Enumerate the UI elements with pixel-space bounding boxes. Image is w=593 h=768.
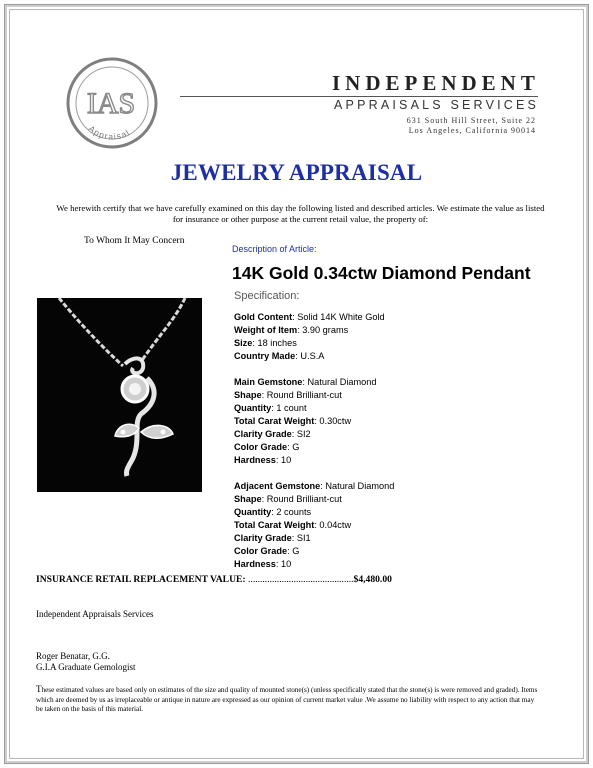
- spec-row: Shape: Round Brilliant-cut: [234, 390, 342, 400]
- specification-label: Specification:: [234, 290, 300, 302]
- spec-row: Total Carat Weight: 0.30ctw: [234, 416, 352, 426]
- spec-row: Hardness: 10: [234, 455, 292, 465]
- svg-text:Appraisal: Appraisal: [86, 123, 132, 142]
- leader-dots: ............................................: [248, 574, 354, 585]
- certification-text: We herewith certify that we have carefully examined on this day the following listed and described articles. We estimate the value as listed for insurance or other purpose at the current retail value, the property of:: [56, 203, 545, 224]
- address-line-2: Los Angeles, California 90014: [408, 126, 536, 135]
- spec-row: Total Carat Weight: 0.04ctw: [234, 520, 352, 530]
- spec-row: Shape: Round Brilliant-cut: [234, 494, 342, 504]
- company-subtitle: APPRAISALS SERVICES: [334, 98, 540, 112]
- company-logo: [66, 57, 158, 149]
- recipient: To Whom It May Concern: [84, 236, 185, 246]
- disclaimer: [36, 685, 541, 715]
- spec-row: Hardness: 10: [234, 559, 292, 569]
- specs-group-adjacent-gemstone: [234, 480, 394, 571]
- spec-row: Country Made: U.S.A: [234, 351, 325, 361]
- address-line-1: 631 South Hill Street, Suite 22: [406, 116, 536, 125]
- spec-row: Weight of Item: 3.90 grams: [234, 325, 349, 335]
- spec-row: Color Grade: G: [234, 442, 300, 452]
- specs-group-main-gemstone: [234, 376, 376, 467]
- spec-row: Quantity: 1 count: [234, 403, 307, 413]
- header-divider: [180, 96, 538, 97]
- signer-name: Roger Benatar, G.G.: [36, 651, 110, 661]
- spec-row: Gold Content: Solid 14K White Gold: [234, 312, 385, 322]
- signer-title: G.I.A Graduate Gemologist: [36, 662, 136, 672]
- disclaimer-text: hese estimated values are based only on estimates of the size and quality of mounted stone(s) (unless specifically stated that the stone(s) is were removed and graded). Items which are deemed by us as irreplaceable or antique in nature are expressed as our opinion of current market value .We assume no liability with respect to any action that may be taken on the basis of this material.: [36, 686, 538, 713]
- document-title: JEWELRY APPRAISAL: [170, 160, 423, 185]
- description-label: Description of Article:: [232, 244, 317, 254]
- svg-text:IAS: IAS: [86, 87, 136, 120]
- insurance-value: [36, 574, 392, 585]
- spec-row: Main Gemstone: Natural Diamond: [234, 377, 377, 387]
- spec-row: Adjacent Gemstone: Natural Diamond: [234, 481, 395, 491]
- product-photo: [37, 298, 202, 492]
- item-title: 14K Gold 0.34ctw Diamond Pendant: [232, 263, 531, 283]
- footer-company: Independent Appraisals Services: [36, 609, 154, 619]
- company-name: INDEPENDENT: [332, 71, 540, 95]
- disclaimer-initial: T: [36, 684, 42, 694]
- specs-group-metal: [234, 311, 385, 363]
- spec-row: Size: 18 inches: [234, 338, 297, 348]
- insurance-value-label: INSURANCE RETAIL REPLACEMENT VALUE:: [36, 574, 246, 585]
- signature-block: [36, 651, 135, 673]
- spec-row: Quantity: 2 counts: [234, 507, 312, 517]
- spec-row: Clarity Grade: SI2: [234, 429, 311, 439]
- spec-row: Clarity Grade: SI1: [234, 533, 311, 543]
- insurance-value-amount: $4,480.00: [353, 574, 392, 585]
- spec-row: Color Grade: G: [234, 546, 300, 556]
